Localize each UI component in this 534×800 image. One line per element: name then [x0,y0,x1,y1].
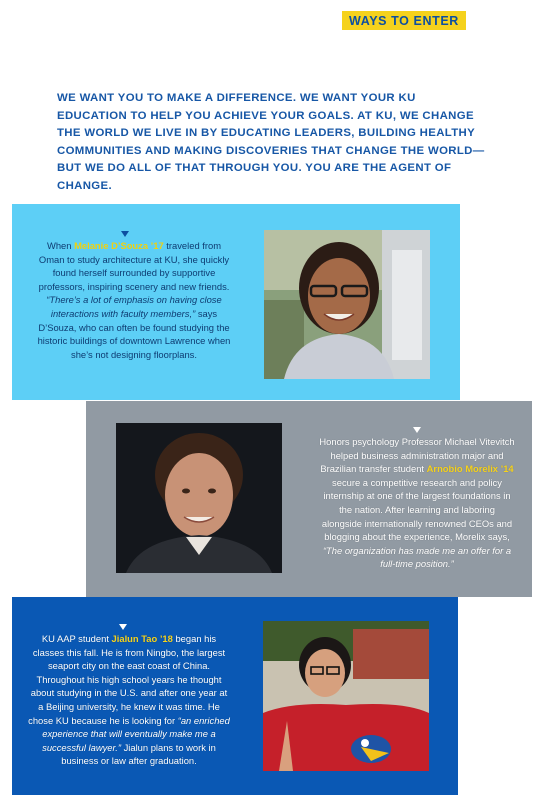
student-name: Arnobio Morelix ’14 [426,463,514,475]
story-intro: When [46,240,75,251]
section-badge: WAYS TO ENTER [342,11,466,30]
story-intro: KU AAP student [41,633,112,644]
intro-paragraph: WE WANT YOU TO MAKE A DIFFERENCE. WE WANT YOUR KU EDUCATION TO HELP YOU ACHIEVE YOUR GOALS. AT KU, WE CHANGE THE WORLD WE LIVE IN BY EDUCATING LEADERS, BUILDING HEALTHY COMMUNITIES AND MAKING DISCOVERIES THAT CHANGE THE WORLD—BUT WE DO ALL OF THAT THROUGH YOU. YOU ARE THE AGENT OF CHANGE. [57,92,485,192]
down-arrow-icon [121,231,129,237]
story-text [36,239,232,361]
story-text [318,435,516,571]
student-photo [116,423,282,573]
student-photo [264,230,430,379]
down-arrow-icon [119,624,127,630]
student-quote: “The organization has made me an offer for a full-time position.” [322,544,512,570]
down-arrow-icon [413,427,421,433]
photo-image [263,621,429,771]
story-panel-tao [12,597,458,795]
photo-image [264,230,430,379]
story-ending: says D’Souza, who can often be found studying the historic buildings of downtown Lawrence when she’s not designing floorplans. [37,307,231,360]
story-text [28,632,230,768]
student-quote: “an enriched experience that will eventually make me a successful lawyer.” [42,714,230,753]
story-body: traveled from Oman to study architecture at KU, she quickly found herself surrounded by supportive professors, inspiring scenery and new friends. [38,240,230,292]
story-ending: Jialun plans to work in business or law after graduation. [61,741,216,767]
story-panel-dsouza [12,204,460,400]
student-name: Jialun Tao ’18 [111,633,173,644]
story-panel-morelix [86,401,532,597]
story-body: secure a competitive research and policy internship at one of the largest foundations in the nation. After learning and laboring alongside internationally renowned CEOs and blogging about the experience, Morelix says, [321,476,513,543]
photo-image [116,423,282,573]
story-body: began his classes this fall. He is from Ningbo, the largest seaport city on the east coast of China. Throughout his high school years he thought about studying in the U.S. and after one year at a Beijing university, he knew it was time. He chose KU because he is looking for [28,633,228,726]
student-photo [263,621,429,771]
student-quote: “There’s a lot of emphasis on having close interactions with faculty members,” [46,294,222,319]
story-intro: Honors psychology Professor Michael Vitevitch helped business administration major and Brazilian transfer student [319,436,515,475]
student-name: Melanie D’Souza ’17 [74,240,164,251]
